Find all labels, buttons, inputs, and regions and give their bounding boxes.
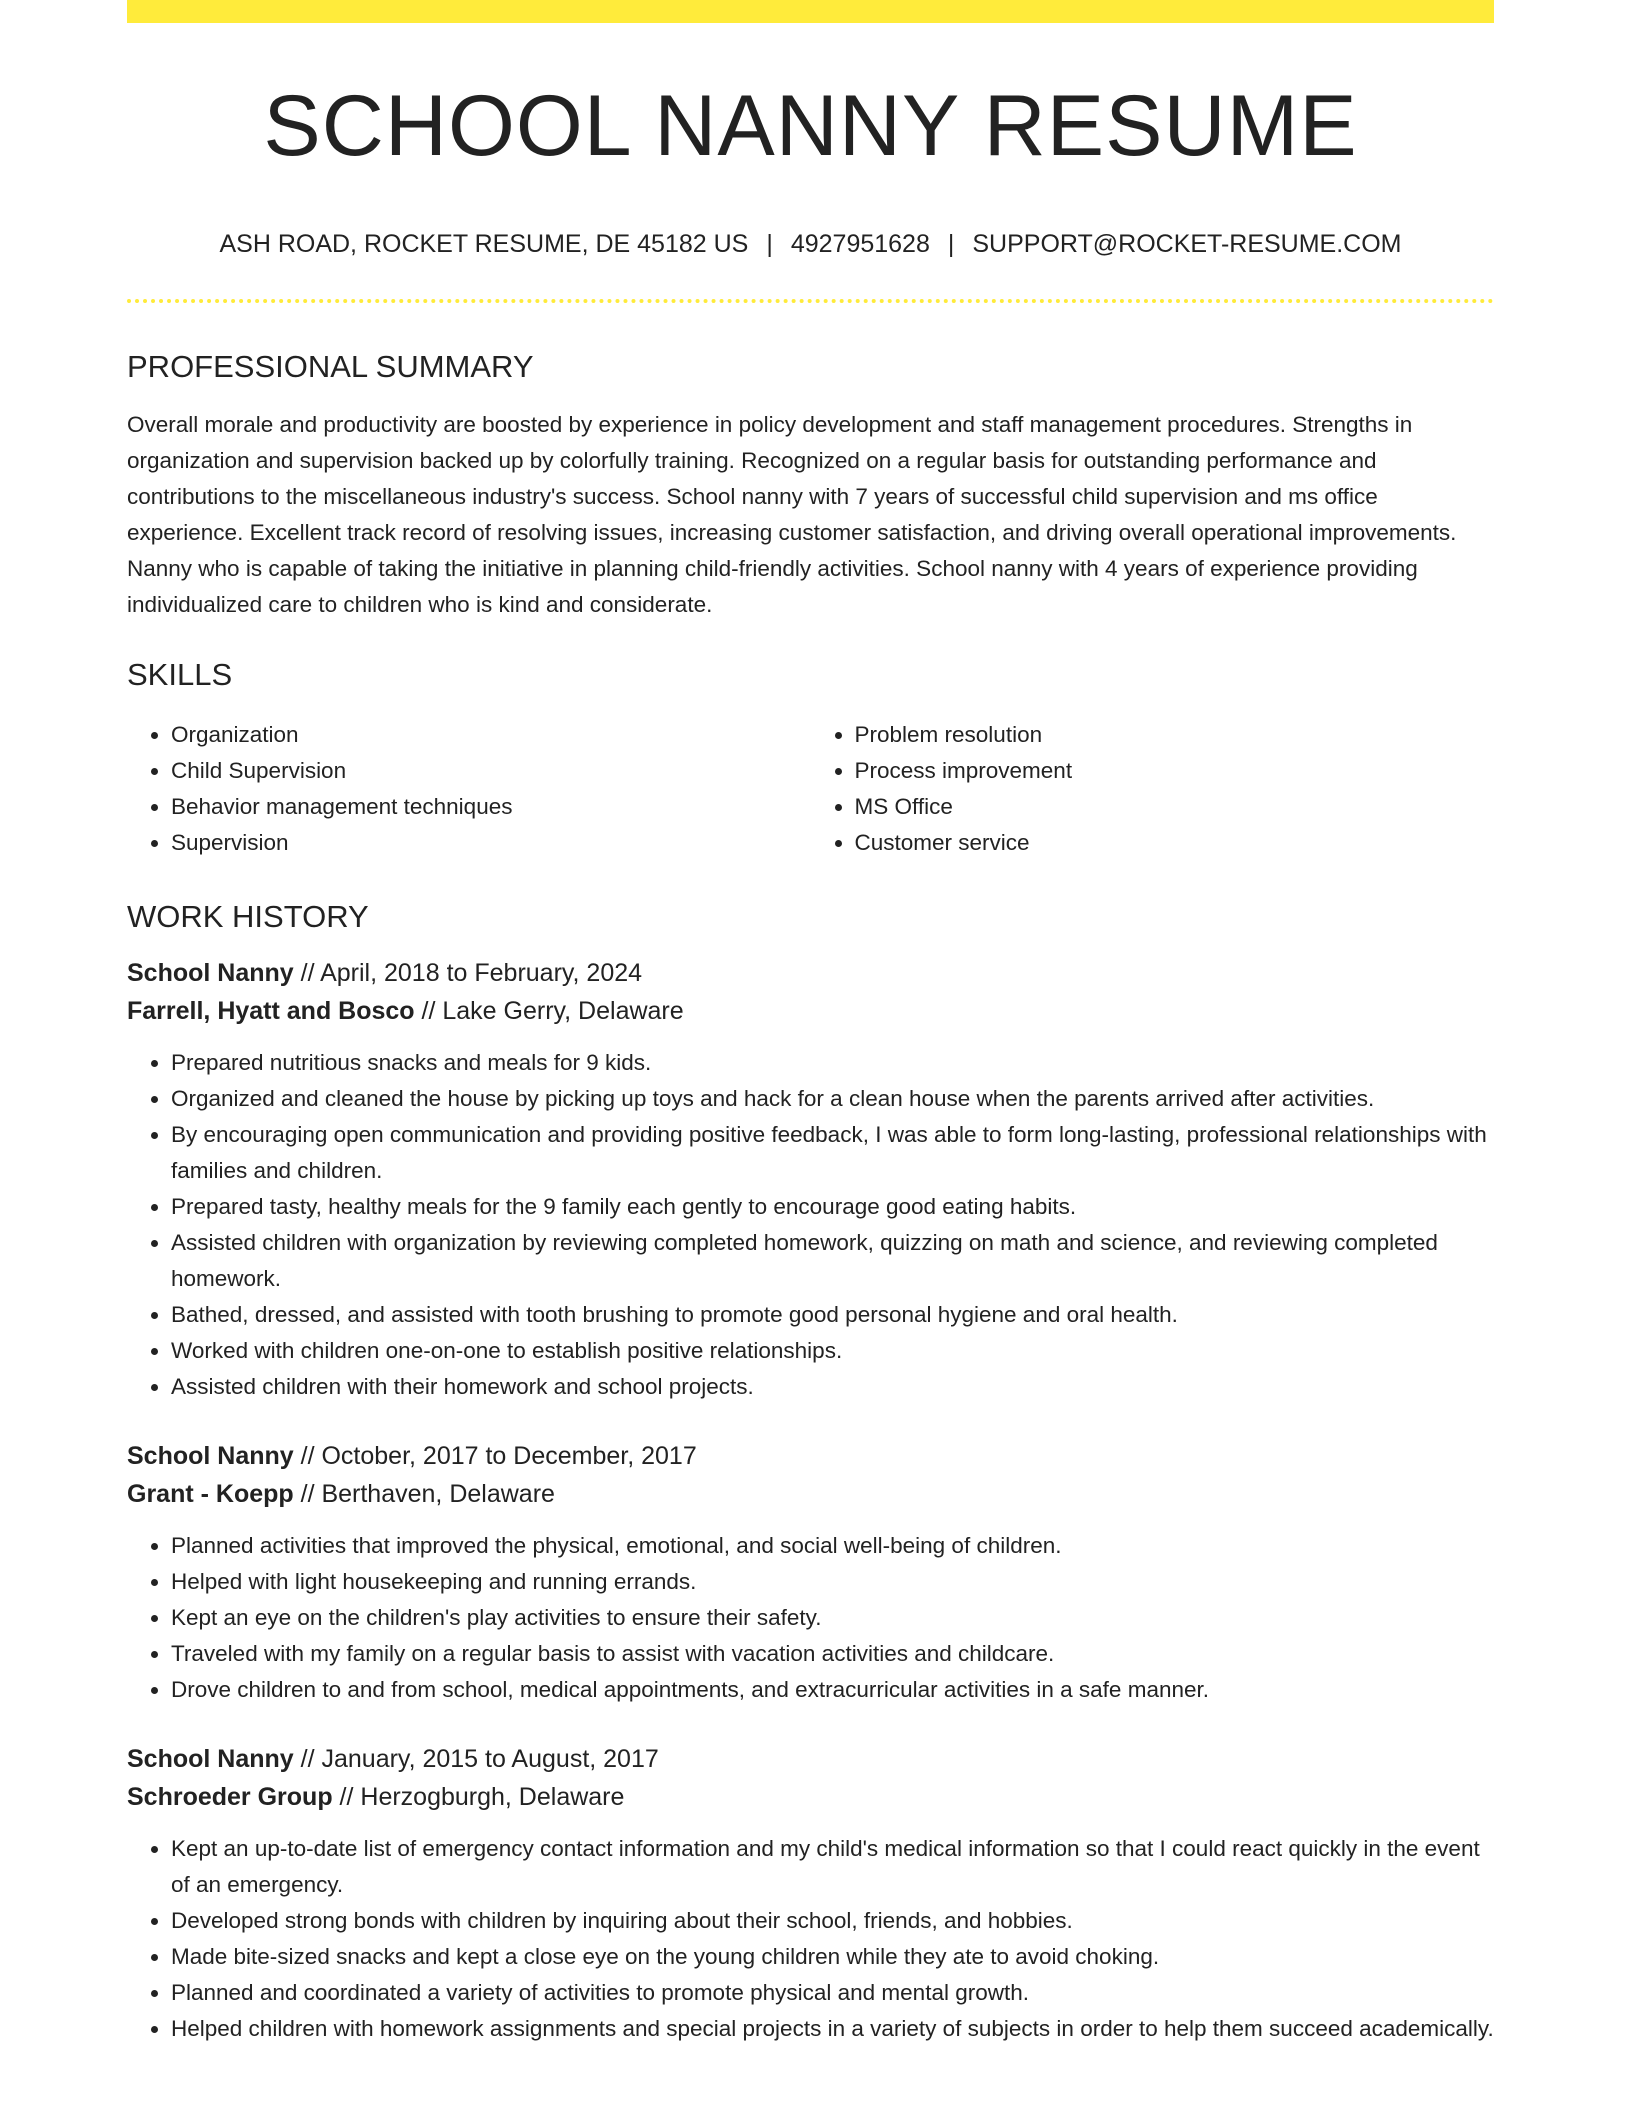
- job-bullet: • Assisted children with organization by reviewing completed homework, quizzing on math and science, and reviewing completed homework.: [171, 1225, 1494, 1297]
- work-history-heading: WORK HISTORY: [127, 899, 369, 934]
- job-company: Schroeder Group: [127, 1783, 333, 1811]
- resume-page: [127, 0, 1494, 2047]
- job-title: School Nanny: [127, 1745, 294, 1773]
- resume-title: SCHOOL NANNY RESUME: [263, 78, 1358, 174]
- job-bullet: • Helped with light housekeeping and running errands.: [171, 1564, 1494, 1600]
- job-company-line: [127, 1475, 1494, 1513]
- job-title: School Nanny: [127, 959, 294, 987]
- contact-line: [127, 232, 1494, 257]
- skill-item: • MS Office: [855, 789, 1495, 825]
- job-bullet: • Planned activities that improved the physical, emotional, and social well-being of children.: [171, 1528, 1494, 1564]
- job-bullet: • Kept an up-to-date list of emergency contact information and my child's medical information so that I could react quickly in the event of an emergency.: [171, 1831, 1494, 1903]
- skills-column-right: [811, 717, 1495, 861]
- job-entry: [127, 954, 1494, 1405]
- contact-address: ASH ROAD, ROCKET RESUME, DE 45182 US: [219, 230, 749, 258]
- skill-item: • Behavior management techniques: [171, 789, 811, 825]
- job-location: // Lake Gerry, Delaware: [421, 997, 684, 1025]
- job-bullets: [127, 1528, 1494, 1708]
- job-company: Farrell, Hyatt and Bosco: [127, 997, 415, 1025]
- job-bullet: • By encouraging open communication and providing positive feedback, I was able to form long-lasting, professional relationships with families and children.: [171, 1117, 1494, 1189]
- job-company-line: [127, 1778, 1494, 1816]
- job-bullets: [127, 1831, 1494, 2047]
- skills-column-left: [127, 717, 811, 861]
- job-dates: // October, 2017 to December, 2017: [300, 1442, 697, 1470]
- skill-item: • Organization: [171, 717, 811, 753]
- contact-separator: |: [947, 230, 955, 258]
- dotted-divider: [127, 299, 1494, 303]
- job-bullet: • Kept an eye on the children's play activities to ensure their safety.: [171, 1600, 1494, 1636]
- skills-list: [127, 717, 1494, 861]
- job-bullet: • Bathed, dressed, and assisted with tooth brushing to promote good personal hygiene and oral health.: [171, 1297, 1494, 1333]
- skill-item: • Process improvement: [855, 753, 1495, 789]
- skills-heading: SKILLS: [127, 657, 233, 692]
- contact-phone: 4927951628: [790, 230, 930, 258]
- job-bullets: [127, 1045, 1494, 1405]
- job-title-line: [127, 1740, 1494, 1778]
- job-location: // Herzogburgh, Delaware: [339, 1783, 625, 1811]
- job-entry: [127, 1437, 1494, 1708]
- job-title-line: [127, 954, 1494, 992]
- job-bullet: • Prepared nutritious snacks and meals for 9 kids.: [171, 1045, 1494, 1081]
- job-bullet: • Helped children with homework assignments and special projects in a variety of subjects in order to help them succeed academically.: [171, 2011, 1494, 2047]
- contact-separator: |: [766, 230, 773, 258]
- job-dates: // April, 2018 to February, 2024: [300, 959, 643, 987]
- job-bullet: • Prepared tasty, healthy meals for the 9 family each gently to encourage good eating habits.: [171, 1189, 1494, 1225]
- job-bullet: • Assisted children with their homework and school projects.: [171, 1369, 1494, 1405]
- job-company-line: [127, 992, 1494, 1030]
- job-bullet: • Developed strong bonds with children by inquiring about their school, friends, and hobbies.: [171, 1903, 1494, 1939]
- summary-text: Overall morale and productivity are boosted by experience in policy development and staff management procedures. Strengths in organization and supervision backed up by colorfully training. Recognized on a regular basis for outstanding performance and contributions to the miscellaneous industry's success. School nanny with 7 years of successful child supervision and ms office experience. Excellent track record of resolving issues, increasing customer satisfaction, and driving overall operational improvements. Nanny who is capable of taking the initiative in planning child-friendly activities. School nanny with 4 years of experience providing individualized care to children who is kind and considerate.: [127, 412, 1457, 617]
- job-location: // Berthaven, Delaware: [300, 1480, 555, 1508]
- job-company: Grant - Koepp: [127, 1480, 294, 1508]
- accent-top-bar: [127, 0, 1494, 23]
- job-bullet: • Traveled with my family on a regular basis to assist with vacation activities and childcare.: [171, 1636, 1494, 1672]
- skill-item: • Supervision: [171, 825, 811, 861]
- contact-email: SUPPORT@ROCKET-RESUME.COM: [972, 230, 1402, 258]
- skill-item: • Child Supervision: [171, 753, 811, 789]
- job-bullet: • Made bite-sized snacks and kept a close eye on the young children while they ate to avoid choking.: [171, 1939, 1494, 1975]
- job-entry: [127, 1740, 1494, 2047]
- job-bullet: • Organized and cleaned the house by picking up toys and hack for a clean house when the parents arrived after activities.: [171, 1081, 1494, 1117]
- job-bullet: • Worked with children one-on-one to establish positive relationships.: [171, 1333, 1494, 1369]
- job-title-line: [127, 1437, 1494, 1475]
- job-title: School Nanny: [127, 1442, 294, 1470]
- summary-heading: PROFESSIONAL SUMMARY: [127, 349, 534, 384]
- job-bullet: • Planned and coordinated a variety of activities to promote physical and mental growth.: [171, 1975, 1494, 2011]
- job-dates: // January, 2015 to August, 2017: [300, 1745, 659, 1773]
- job-bullet: • Drove children to and from school, medical appointments, and extracurricular activities in a safe manner.: [171, 1672, 1494, 1708]
- skill-item: • Problem resolution: [855, 717, 1495, 753]
- skill-item: • Customer service: [855, 825, 1495, 861]
